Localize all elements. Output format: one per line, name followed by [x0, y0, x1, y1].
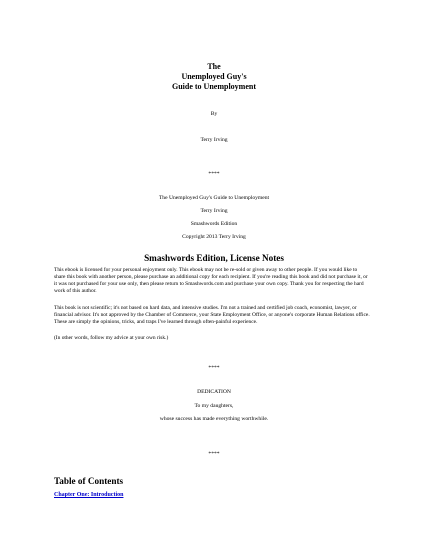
book-title-line-3: Guide to Unemployment — [172, 82, 256, 91]
by-label: By — [210, 111, 218, 117]
disclaimer-paragraph: This book is not scientific; it's not based on hard data, and intensive studies. I'm not a trained and certified job coach, economist, lawyer, or financial advisor. It's not approved by the Chamber of Commerce, your State Employment Office, or anyone's corporate Human Relations office. These are simply the opinions, tricks, and traps I've learned through often-painful experience. — [54, 305, 370, 325]
dedication-line-2: whose success has made everything worthwhile. — [159, 416, 269, 422]
risk-paragraph: (In other words, follow my advice at your own risk.) — [54, 335, 169, 341]
separator: **** — [208, 171, 220, 177]
edition-book-title: The Unemployed Guy's Guide to Unemployment — [158, 195, 270, 201]
edition-author: Terry Irving — [200, 208, 228, 214]
copyright-line: Copyright 2013 Terry Irving — [182, 234, 246, 240]
separator: **** — [208, 365, 220, 371]
license-paragraph-1: This ebook is licensed for your personal enjoyment only. This ebook may not be re-sold or given away to other people. If you would like to share this book with another person, please purchase an additional copy for each recipient. If you're reading this book and did not purchase it, or it was not purchased for your use only, then please return to Smashwords.com and purchase your own copy. Thank you for respecting the hard work of this author. — [54, 267, 368, 294]
separator: **** — [208, 451, 220, 457]
toc-link-chapter-one[interactable]: Chapter One: Introduction — [54, 492, 124, 498]
table-of-contents-heading: Table of Contents — [54, 476, 124, 486]
license-heading: Smashwords Edition, License Notes — [144, 253, 284, 263]
author-name: Terry Irving — [200, 137, 228, 143]
book-title-line-2: Unemployed Guy's — [181, 72, 247, 81]
dedication-heading: DEDICATION — [197, 389, 231, 395]
dedication-line-1: To my daughters, — [194, 403, 234, 409]
book-title-line-1: The — [207, 62, 221, 71]
edition-name: Smashwords Edition — [190, 221, 238, 227]
